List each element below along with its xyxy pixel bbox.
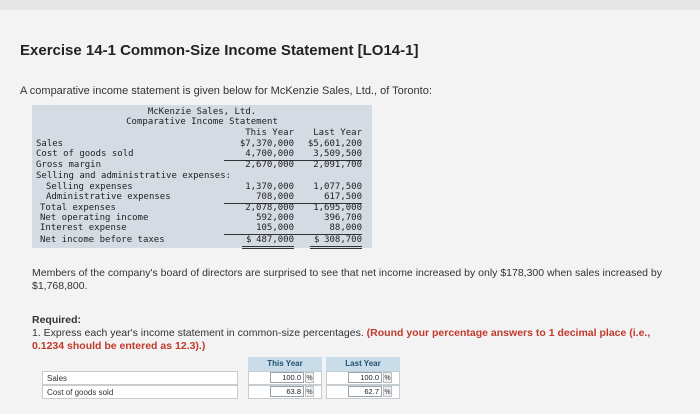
row-label: Total expenses — [40, 203, 116, 213]
row-this: 1,370,000 — [245, 182, 294, 192]
company-name: McKenzie Sales, Ltd. — [147, 107, 257, 117]
required-item-1: 1. Express each year's income statement in common-size percentages. — [32, 327, 364, 339]
row-last: 3,509,500 — [292, 149, 362, 161]
row-last: 1,077,500 — [313, 182, 362, 192]
col-last-year: Last Year — [313, 128, 362, 138]
rounding-note: (Round your percentage answers to 1 decimal place (i.e., 0.1234 should be entered as 12.3).) — [32, 327, 651, 352]
cogs-last-year-input[interactable] — [348, 386, 382, 397]
row-label: Sales — [36, 139, 64, 149]
row-this: 2,670,000 — [245, 160, 294, 170]
statement-heading: Comparative Income Statement — [126, 117, 278, 127]
intro-text: A comparative income statement is given below for McKenzie Sales, Ltd., of Toronto: — [20, 85, 432, 97]
answer-table — [42, 357, 402, 414]
row-this: 4,700,000 — [224, 149, 294, 161]
row-label: Interest expense — [40, 223, 127, 233]
members-text: Members of the company's board of directors are surprised to see that net income increased by only $178,300 when sales increased by $1,768,800. — [32, 267, 663, 292]
percent-symbol: % — [383, 372, 392, 383]
row-label: Selling and administrative expenses: — [36, 171, 232, 181]
answer-col-last-year: Last Year — [326, 357, 400, 371]
row-last: 617,500 — [292, 192, 362, 204]
row-last: 396,700 — [324, 213, 362, 223]
row-this: 105,000 — [224, 223, 294, 235]
row-this: 708,000 — [224, 192, 294, 204]
income-statement — [32, 105, 372, 248]
row-label: Cost of goods sold — [36, 149, 134, 159]
row-last: 88,000 — [292, 223, 362, 235]
sales-last-year-input[interactable] — [348, 372, 382, 383]
answer-row-label: Sales — [42, 371, 238, 385]
percent-symbol: % — [383, 386, 392, 397]
table-row — [42, 371, 402, 385]
sales-this-year-input[interactable] — [270, 372, 304, 383]
cogs-this-year-input[interactable] — [270, 386, 304, 397]
percent-symbol: % — [305, 386, 314, 397]
answer-row-label: Cost of goods sold — [42, 385, 238, 399]
row-this: 2,078,000 — [245, 203, 294, 213]
percent-symbol: % — [305, 372, 314, 383]
required-label: Required: — [32, 314, 82, 326]
page-title: Exercise 14-1 Common-Size Income Statement [LO14-1] — [20, 42, 419, 59]
row-last-symbol: $ — [314, 235, 320, 245]
row-last: 2,091,700 — [313, 160, 362, 170]
row-last: 1,695,000 — [313, 203, 362, 213]
table-row — [42, 385, 402, 399]
row-label: Selling expenses — [46, 182, 133, 192]
row-label: Gross margin — [36, 160, 102, 170]
row-label: Net income before taxes — [40, 235, 165, 245]
row-this-symbol: $ — [246, 235, 252, 245]
top-band — [0, 0, 700, 10]
row-this: 487,000 — [242, 235, 294, 249]
row-last: $5,601,200 — [307, 139, 362, 149]
row-label: Administrative expenses — [46, 192, 171, 202]
row-this: $7,370,000 — [239, 139, 294, 149]
col-this-year: This Year — [245, 128, 294, 138]
row-this: 592,000 — [256, 213, 294, 223]
required-section — [32, 314, 662, 353]
answer-col-this-year: This Year — [248, 357, 322, 371]
row-last: 308,700 — [310, 235, 362, 249]
row-label: Net operating income — [40, 213, 149, 223]
